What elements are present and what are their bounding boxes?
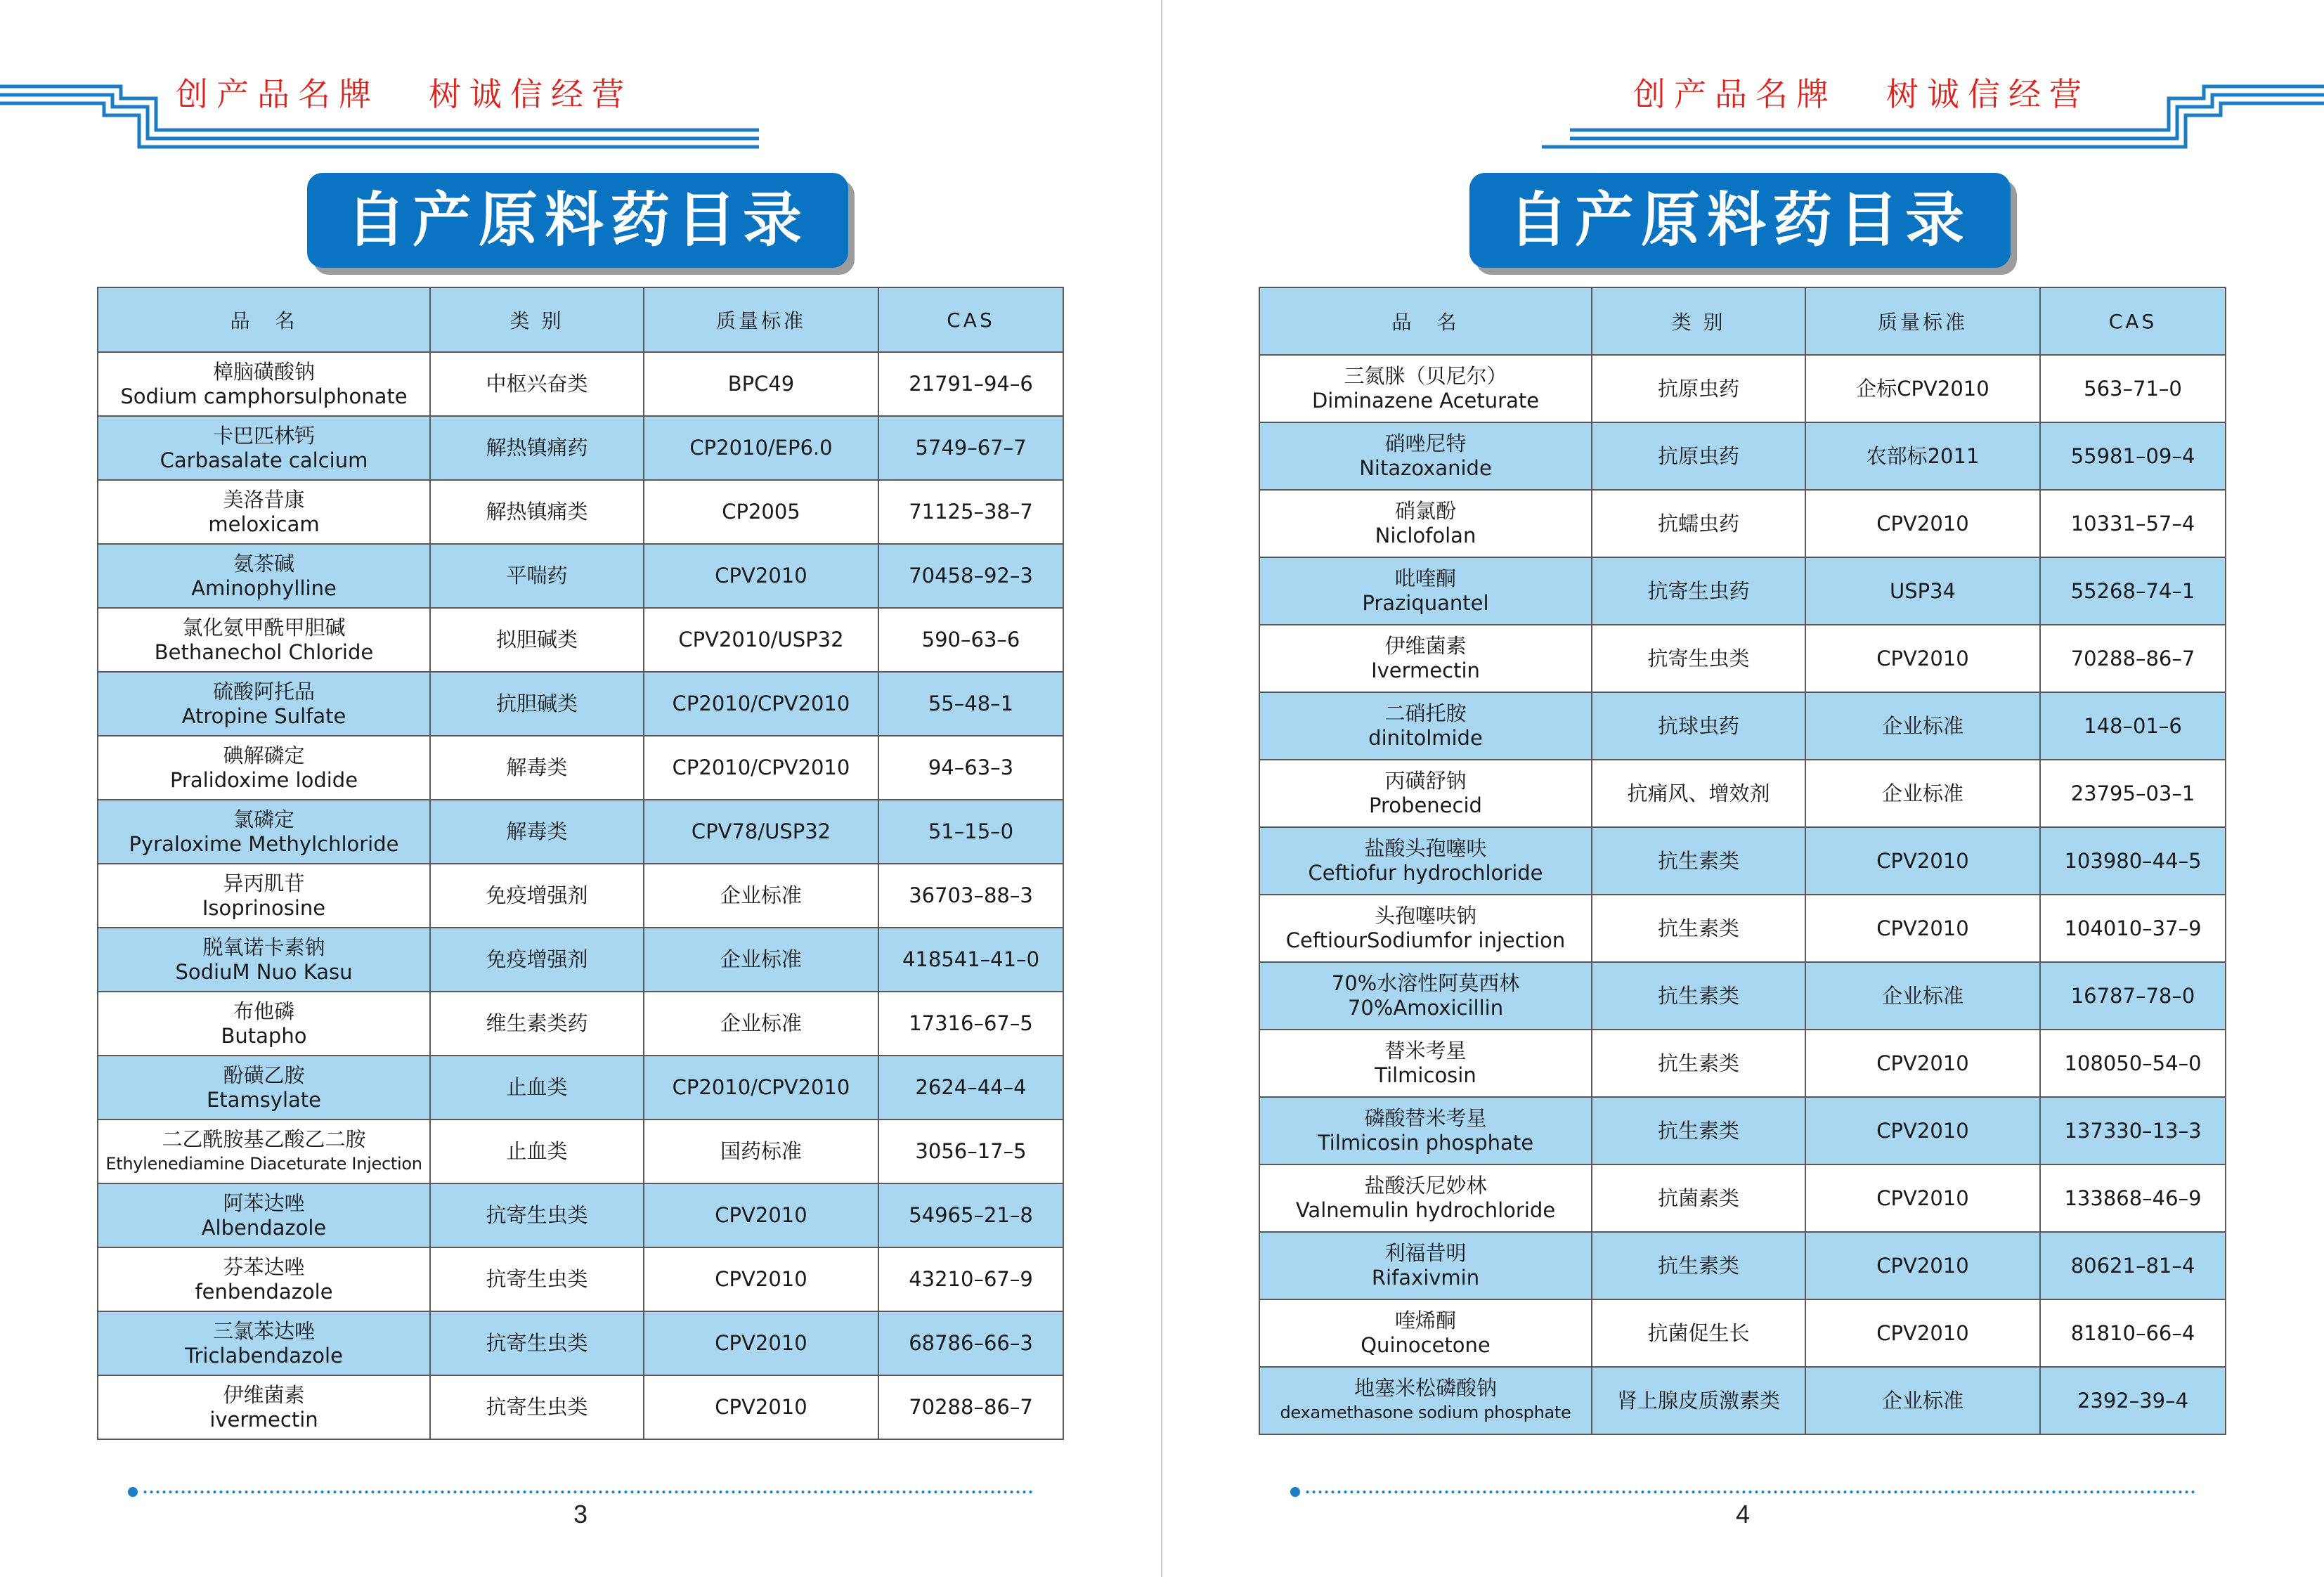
slogan-part-1: 创产品名牌 [176, 75, 379, 113]
catalog-table [1259, 287, 2226, 1435]
product-name-zh: 氯化氨甲酰甲胆碱 [182, 615, 346, 640]
category-cell: 抗寄生虫类 [430, 1247, 644, 1311]
product-name-zh: 脱氧诺卡素钠 [202, 935, 325, 959]
table-row [1259, 962, 2226, 1030]
cas-cell: 133868–46–9 [2040, 1164, 2226, 1232]
standard-cell: CPV2010 [1805, 1299, 2040, 1367]
product-name-en: Valnemulin hydrochloride [1295, 1198, 1556, 1222]
product-name-cell [1259, 625, 1592, 692]
slogan-part-1: 创产品名牌 [1633, 75, 1837, 113]
cas-cell: 55981–09–4 [2040, 422, 2226, 490]
product-name-en: Diminazene Aceturate [1311, 389, 1540, 413]
table-row [98, 1311, 1063, 1375]
table-row [1259, 1299, 2226, 1367]
table-row [98, 416, 1063, 480]
standard-cell: 企标CPV2010 [1805, 355, 2040, 422]
category-cell: 抗原虫药 [1592, 422, 1805, 490]
slogan [176, 69, 632, 115]
product-name-en: CeftiourSodiumfor injection [1285, 928, 1566, 952]
category-cell: 抗痛风、增效剂 [1592, 760, 1805, 827]
category-cell: 拟胆碱类 [430, 608, 644, 672]
product-name-zh: 盐酸头孢噻呋 [1364, 836, 1487, 860]
product-name-cell [98, 1120, 430, 1183]
table-row [98, 480, 1063, 544]
product-name-cell [98, 480, 430, 544]
product-name-en: Tilmicosin [1375, 1063, 1476, 1087]
slogan-part-2: 树诚信经营 [429, 75, 632, 113]
table-header-row [1259, 287, 2226, 355]
product-name-zh: 伊维菌素 [223, 1382, 305, 1407]
table-row [98, 1247, 1063, 1311]
category-cell: 抗寄生虫类 [1592, 625, 1805, 692]
product-name-zh: 氨茶碱 [233, 551, 294, 576]
product-name-cell [1259, 692, 1592, 760]
cas-cell: 104010–37–9 [2040, 895, 2226, 962]
category-cell: 抗生素类 [1592, 1097, 1805, 1164]
product-name-zh: 樟脑磺酸钠 [212, 359, 315, 384]
product-name-en: Ethylenediamine Diaceturate Injection [105, 1153, 422, 1174]
table-row [1259, 895, 2226, 962]
category-cell: 免疫增强剂 [430, 928, 644, 992]
cas-cell: 54965–21–8 [878, 1183, 1063, 1247]
table-row [98, 1056, 1063, 1120]
product-name-en: Nitazoxanide [1359, 456, 1492, 480]
product-name-en: Triclabendazole [185, 1343, 343, 1368]
product-name-zh: 碘解磷定 [223, 743, 305, 767]
product-name-en: dinitolmide [1368, 726, 1483, 750]
page-right [1162, 0, 2324, 1577]
product-name-cell [98, 736, 430, 800]
product-name-en: Sodium camphorsulphonate [120, 384, 408, 408]
product-name-zh: 芬苯达唑 [223, 1254, 305, 1279]
category-cell: 抗胆碱类 [430, 672, 644, 736]
product-name-en: Bethanechol Chloride [154, 640, 374, 664]
standard-cell: CP2010/EP6.0 [644, 416, 878, 480]
product-name-zh: 丙磺舒钠 [1384, 769, 1467, 793]
product-name-zh: 三氯苯达唑 [212, 1318, 315, 1343]
table-row [1259, 625, 2226, 692]
table-row [98, 1375, 1063, 1439]
product-name-zh: 70%水溶性阿莫西林 [1331, 971, 1520, 995]
product-name-zh: 利福昔明 [1384, 1241, 1467, 1265]
cas-cell: 563–71–0 [2040, 355, 2226, 422]
standard-cell: CP2005 [644, 480, 878, 544]
product-name-en: Ivermectin [1371, 658, 1480, 682]
product-name-zh: 伊维菌素 [1384, 634, 1467, 658]
product-name-cell [1259, 1367, 1592, 1434]
standard-cell: CPV2010 [644, 1311, 878, 1375]
product-name-cell [1259, 962, 1592, 1030]
standard-cell: 企业标准 [1805, 692, 2040, 760]
table-row [1259, 1367, 2226, 1434]
category-cell: 抗菌素类 [1592, 1164, 1805, 1232]
standard-cell: USP34 [1805, 557, 2040, 625]
product-name-cell [1259, 355, 1592, 422]
page-number: 4 [1736, 1500, 1751, 1529]
slogan [1633, 69, 2090, 115]
product-name-en: Aminophylline [191, 576, 337, 600]
product-name-cell [98, 608, 430, 672]
product-name-zh: 酚磺乙胺 [223, 1063, 305, 1087]
product-name-zh: 硫酸阿托品 [212, 679, 315, 703]
product-name-cell [1259, 760, 1592, 827]
product-name-cell [98, 1056, 430, 1120]
table-row [1259, 1164, 2226, 1232]
category-cell: 抗寄生虫药 [1592, 557, 1805, 625]
product-name-cell [1259, 1232, 1592, 1299]
product-name-zh: 硝唑尼特 [1384, 431, 1467, 455]
product-name-cell [98, 928, 430, 992]
table-row [98, 672, 1063, 736]
standard-cell: CPV78/USP32 [644, 800, 878, 864]
standard-cell: CPV2010 [1805, 1097, 2040, 1164]
table-row [1259, 1232, 2226, 1299]
standard-cell: CPV2010 [1805, 625, 2040, 692]
table-row [1259, 490, 2226, 557]
standard-cell: 企业标准 [644, 928, 878, 992]
table-row [1259, 355, 2226, 422]
standard-cell: CPV2010/USP32 [644, 608, 878, 672]
category-cell: 抗寄生虫类 [430, 1375, 644, 1439]
standard-cell: CP2010/CPV2010 [644, 1056, 878, 1120]
standard-cell: CPV2010 [1805, 490, 2040, 557]
title-banner: 自产原料药目录 [1469, 173, 2011, 268]
product-name-en: Butapho [221, 1023, 307, 1048]
product-name-cell [98, 1247, 430, 1311]
column-header-standard: 质量标准 [1805, 287, 2040, 355]
cas-cell: 55–48–1 [878, 672, 1063, 736]
column-header-category: 类 别 [1592, 287, 1805, 355]
table-row [1259, 692, 2226, 760]
standard-cell: 企业标准 [644, 992, 878, 1056]
column-header-category: 类 别 [430, 287, 644, 352]
standard-cell: 企业标准 [1805, 760, 2040, 827]
category-cell: 抗寄生虫类 [430, 1311, 644, 1375]
product-name-en: Albendazole [201, 1215, 327, 1240]
cas-cell: 80621–81–4 [2040, 1232, 2226, 1299]
product-name-en: Rifaxivmin [1371, 1266, 1480, 1290]
standard-cell: CPV2010 [1805, 895, 2040, 962]
footer-dotted-line [1290, 1487, 2197, 1497]
product-name-cell [1259, 1299, 1592, 1367]
product-name-zh: 布他磷 [233, 999, 294, 1023]
table-row [98, 736, 1063, 800]
table-row [1259, 557, 2226, 625]
product-name-en: Quinocetone [1361, 1333, 1491, 1357]
product-name-en: Carbasalate calcium [160, 448, 368, 472]
table-row [1259, 1097, 2226, 1164]
category-cell: 平喘药 [430, 544, 644, 608]
product-name-zh: 卡巴匹林钙 [212, 423, 315, 448]
table-row [98, 1183, 1063, 1247]
category-cell: 维生素类药 [430, 992, 644, 1056]
product-name-cell [98, 672, 430, 736]
column-header-cas: CAS [2040, 287, 2226, 355]
category-cell: 抗生素类 [1592, 1030, 1805, 1097]
page-number: 3 [573, 1500, 588, 1529]
product-name-zh: 氯磷定 [233, 807, 294, 831]
standard-cell: 企业标准 [1805, 1367, 2040, 1434]
column-header-standard: 质量标准 [644, 287, 878, 352]
footer-dotted-line [128, 1487, 1034, 1497]
catalog-table [97, 287, 1064, 1440]
cas-cell: 55268–74–1 [2040, 557, 2226, 625]
cas-cell: 418541–41–0 [878, 928, 1063, 992]
category-cell: 抗寄生虫类 [430, 1183, 644, 1247]
product-name-cell [1259, 1164, 1592, 1232]
table-row [1259, 422, 2226, 490]
cas-cell: 2624–44–4 [878, 1056, 1063, 1120]
category-cell: 肾上腺皮质激素类 [1592, 1367, 1805, 1434]
cas-cell: 108050–54–0 [2040, 1030, 2226, 1097]
product-name-cell [98, 416, 430, 480]
slogan-part-2: 树诚信经营 [1886, 75, 2090, 113]
table-row [98, 864, 1063, 928]
cas-cell: 5749–67–7 [878, 416, 1063, 480]
category-cell: 抗原虫药 [1592, 355, 1805, 422]
product-name-cell [98, 992, 430, 1056]
standard-cell: CPV2010 [644, 544, 878, 608]
category-cell: 解热镇痛药 [430, 416, 644, 480]
product-name-zh: 异丙肌苷 [223, 871, 305, 895]
cas-cell: 17316–67–5 [878, 992, 1063, 1056]
product-name-en: ivermectin [209, 1407, 318, 1432]
category-cell: 抗菌促生长 [1592, 1299, 1805, 1367]
standard-cell: CPV2010 [1805, 1232, 2040, 1299]
column-header-name: 品 名 [1259, 287, 1592, 355]
product-name-cell [98, 1311, 430, 1375]
standard-cell: CPV2010 [1805, 1164, 2040, 1232]
table-row [98, 544, 1063, 608]
product-name-cell [98, 1375, 430, 1439]
cas-cell: 148–01–6 [2040, 692, 2226, 760]
cas-cell: 71125–38–7 [878, 480, 1063, 544]
table-row [98, 608, 1063, 672]
product-name-en: 70%Amoxicillin [1347, 996, 1504, 1020]
footer-dot [128, 1487, 138, 1497]
category-cell: 抗生素类 [1592, 827, 1805, 895]
product-name-zh: 盐酸沃尼妙林 [1364, 1174, 1487, 1198]
category-cell: 解热镇痛类 [430, 480, 644, 544]
cas-cell: 23795–03–1 [2040, 760, 2226, 827]
product-name-cell [98, 1183, 430, 1247]
product-name-cell [1259, 895, 1592, 962]
cas-cell: 51–15–0 [878, 800, 1063, 864]
product-name-en: Praziquantel [1362, 591, 1489, 615]
product-name-zh: 二乙酰胺基乙酸乙二胺 [162, 1127, 366, 1151]
product-name-cell [1259, 422, 1592, 490]
cas-cell: 43210–67–9 [878, 1247, 1063, 1311]
category-cell: 抗蠕虫药 [1592, 490, 1805, 557]
footer-dot [1290, 1487, 1300, 1497]
table-row [98, 992, 1063, 1056]
product-name-zh: 喹烯酮 [1394, 1309, 1456, 1332]
footer-dots [1304, 1491, 2197, 1493]
standard-cell: 企业标准 [644, 864, 878, 928]
cas-cell: 70288–86–7 [878, 1375, 1063, 1439]
cas-cell: 70288–86–7 [2040, 625, 2226, 692]
standard-cell: CPV2010 [644, 1183, 878, 1247]
product-name-cell [1259, 557, 1592, 625]
standard-cell: CP2010/CPV2010 [644, 672, 878, 736]
product-name-en: Atropine Sulfate [181, 703, 346, 728]
product-name-zh: 替米考星 [1384, 1039, 1467, 1063]
product-name-en: Isoprinosine [202, 895, 326, 920]
cas-cell: 2392–39–4 [2040, 1367, 2226, 1434]
product-name-en: Ceftiofur hydrochloride [1308, 861, 1543, 885]
cas-cell: 68786–66–3 [878, 1311, 1063, 1375]
product-name-en: Pyraloxime Methylchloride [129, 831, 399, 856]
standard-cell: 国药标准 [644, 1120, 878, 1183]
product-name-en: SodiuM Nuo Kasu [175, 959, 353, 984]
table-row [1259, 827, 2226, 895]
cas-cell: 137330–13–3 [2040, 1097, 2226, 1164]
table-row [1259, 1030, 2226, 1097]
standard-cell: BPC49 [644, 352, 878, 416]
category-cell: 止血类 [430, 1056, 644, 1120]
product-name-zh: 三氮脒（贝尼尔） [1344, 364, 1507, 388]
product-name-en: Niclofolan [1375, 524, 1476, 547]
product-name-zh: 吡喹酮 [1394, 566, 1456, 590]
product-name-zh: 头孢噻呋钠 [1374, 904, 1476, 928]
product-name-en: dexamethasone sodium phosphate [1280, 1403, 1571, 1422]
category-cell: 中枢兴奋类 [430, 352, 644, 416]
cas-cell: 36703–88–3 [878, 864, 1063, 928]
category-cell: 止血类 [430, 1120, 644, 1183]
table-row [1259, 760, 2226, 827]
category-cell: 抗球虫药 [1592, 692, 1805, 760]
table-row [98, 1120, 1063, 1183]
column-header-name: 品 名 [98, 287, 430, 352]
product-name-cell [98, 864, 430, 928]
product-name-cell [1259, 490, 1592, 557]
product-name-en: fenbendazole [195, 1279, 333, 1304]
title-banner: 自产原料药目录 [307, 173, 848, 268]
standard-cell: 农部标2011 [1805, 422, 2040, 490]
product-name-cell [98, 352, 430, 416]
product-name-cell [98, 800, 430, 864]
table-body [1259, 355, 2226, 1434]
product-name-en: Pralidoxime lodide [169, 767, 358, 792]
product-name-en: Etamsylate [206, 1087, 322, 1112]
standard-cell: CPV2010 [1805, 1030, 2040, 1097]
category-cell: 解毒类 [430, 736, 644, 800]
product-name-en: Tilmicosin phosphate [1317, 1131, 1534, 1155]
category-cell: 免疫增强剂 [430, 864, 644, 928]
category-cell: 抗生素类 [1592, 895, 1805, 962]
table-row [98, 928, 1063, 992]
product-name-cell [1259, 1030, 1592, 1097]
table-header-row [98, 287, 1063, 352]
cas-cell: 21791–94–6 [878, 352, 1063, 416]
standard-cell: CP2010/CPV2010 [644, 736, 878, 800]
cas-cell: 81810–66–4 [2040, 1299, 2226, 1367]
product-name-cell [1259, 1097, 1592, 1164]
product-name-zh: 二硝托胺 [1384, 701, 1467, 725]
product-name-cell [1259, 827, 1592, 895]
standard-cell: CPV2010 [644, 1375, 878, 1439]
category-cell: 解毒类 [430, 800, 644, 864]
product-name-zh: 阿苯达唑 [223, 1190, 305, 1215]
table-body [98, 352, 1063, 1439]
cas-cell: 70458–92–3 [878, 544, 1063, 608]
product-name-zh: 磷酸替米考星 [1364, 1106, 1487, 1130]
standard-cell: 企业标准 [1805, 962, 2040, 1030]
standard-cell: CPV2010 [1805, 827, 2040, 895]
product-name-en: meloxicam [208, 512, 320, 536]
cas-cell: 590–63–6 [878, 608, 1063, 672]
cas-cell: 10331–57–4 [2040, 490, 2226, 557]
product-name-zh: 地塞米松磷酸钠 [1353, 1376, 1497, 1400]
table-row [98, 800, 1063, 864]
cas-cell: 94–63–3 [878, 736, 1063, 800]
category-cell: 抗生素类 [1592, 1232, 1805, 1299]
cas-cell: 3056–17–5 [878, 1120, 1063, 1183]
product-name-en: Probenecid [1369, 793, 1482, 817]
cas-cell: 103980–44–5 [2040, 827, 2226, 895]
product-name-cell [98, 544, 430, 608]
cas-cell: 16787–78–0 [2040, 962, 2226, 1030]
footer-dots [142, 1491, 1034, 1493]
column-header-cas: CAS [878, 287, 1063, 352]
product-name-zh: 美洛昔康 [223, 487, 305, 512]
product-name-zh: 硝氯酚 [1394, 499, 1456, 523]
standard-cell: CPV2010 [644, 1247, 878, 1311]
category-cell: 抗生素类 [1592, 962, 1805, 1030]
table-row [98, 352, 1063, 416]
